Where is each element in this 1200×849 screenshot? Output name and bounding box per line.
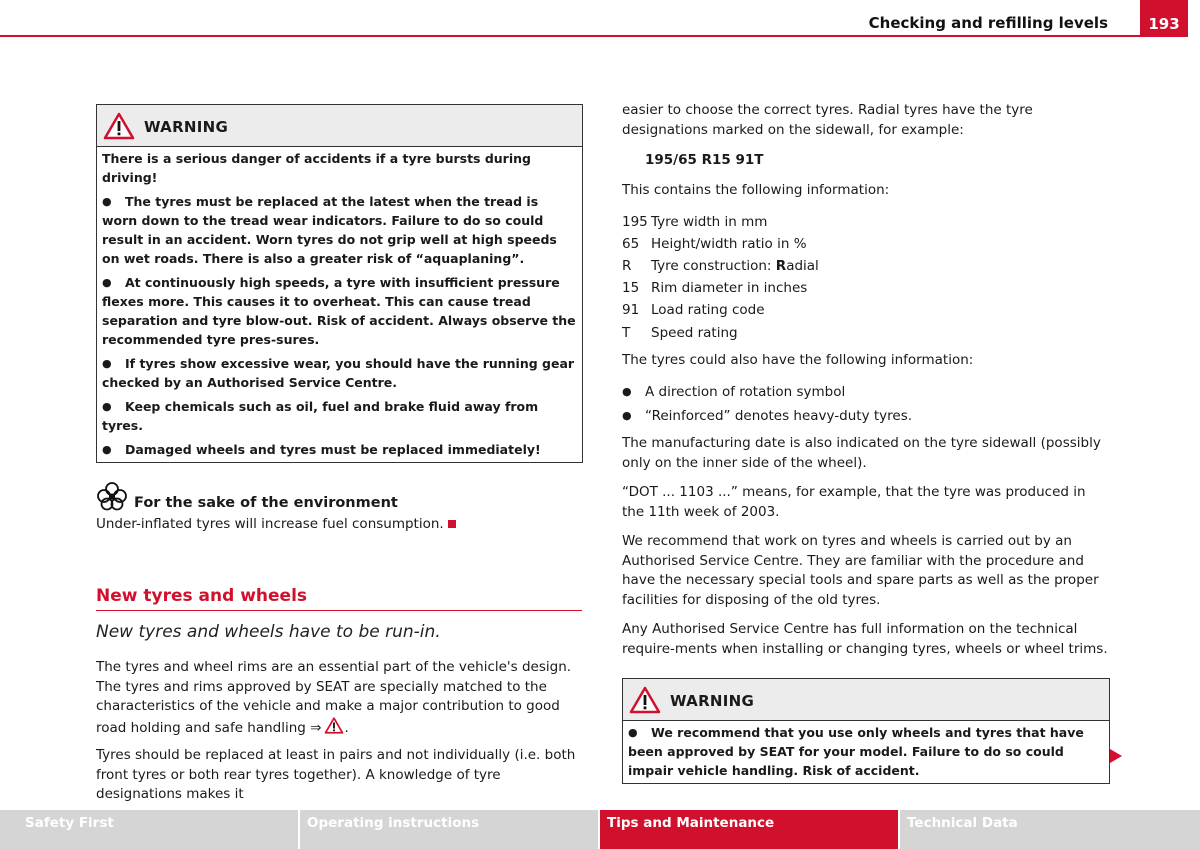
bullet-icon: ● <box>628 726 638 740</box>
warning-bullet: ● Damaged wheels and tyres must be replaced immediately! <box>102 442 541 457</box>
body-paragraph: The tyres and wheel rims are an essential part of the vehicle's design. The tyres and rims approved by SEAT are specially matched to the characteristics of the vehicle and make a major contribution to good road holding and safe handling ⇒ . <box>96 659 572 736</box>
tab-safety-first[interactable]: Safety First <box>0 810 298 849</box>
spec-row: R Tyre construction: Radial <box>622 257 819 274</box>
warning-triangle-icon <box>629 686 661 714</box>
page-header-title: Checking and refilling levels <box>868 14 1108 32</box>
list-item: ● “Reinforced” denotes heavy-duty tyres. <box>622 404 1109 428</box>
warning-intro: There is a serious danger of accidents if a tyre bursts during driving! <box>102 151 531 185</box>
environment-note <box>96 481 582 534</box>
continue-arrow-icon <box>1110 749 1122 763</box>
tab-operating-instructions[interactable]: Operating instructions <box>300 810 598 849</box>
left-column <box>96 104 582 805</box>
warning-body <box>97 147 582 462</box>
bullet-icon: ● <box>102 276 112 289</box>
footer-nav <box>0 810 1200 849</box>
body-paragraph: We recommend that work on tyres and wheels is carried out by an Authorised Service Centre. They are familiar with the procedure and have the necessary special tools and spare parts as well as the proper facilities for disposing of the old tyres. <box>622 533 1099 608</box>
body-paragraph: Any Authorised Service Centre has full information on the technical require-ments when installing or changing tyres, wheels or wheel trims. <box>622 621 1108 657</box>
section-title: New tyres and wheels <box>96 586 582 611</box>
body-paragraph: easier to choose the correct tyres. Radial tyres have the tyre designations marked on the sidewall, for example: <box>622 102 1033 138</box>
warning-bullet: ● At continuously high speeds, a tyre with insufficient pressure flexes more. This causes it to overheat. This can cause tread separation and tyre blow-out. Risk of accident. Always observe the recommended tyre pres-sures. <box>102 275 576 347</box>
page-number: 193 <box>1140 0 1188 37</box>
spec-row: 91 Load rating code <box>622 302 765 319</box>
bullet-icon: ● <box>102 400 112 413</box>
spec-row: 195 Tyre width in mm <box>622 213 768 230</box>
tab-tips-and-maintenance[interactable]: Tips and Maintenance <box>600 810 898 849</box>
header-rule <box>0 35 1140 37</box>
list-item: ● A direction of rotation symbol <box>622 380 1109 404</box>
environment-header <box>96 481 582 511</box>
bullet-icon: ● <box>102 195 112 208</box>
warning-triangle-icon <box>324 717 344 734</box>
warning-bullet: ● If tyres show excessive wear, you should have the running gear checked by an Authorised Service Centre. <box>102 356 575 390</box>
warning-box <box>622 678 1110 784</box>
tab-technical-data[interactable]: Technical Data <box>900 810 1200 849</box>
environment-title: For the sake of the environment <box>134 495 398 511</box>
warning-title: WARNING <box>670 691 755 710</box>
spec-row: 65 Height/width ratio in % <box>622 235 807 252</box>
warning-triangle-icon <box>103 112 135 140</box>
body-paragraph: This contains the following information: <box>622 182 890 198</box>
warning-bullet: ● We recommend that you use only wheels and tyres that have been approved by SEAT for your model. Failure to do so could impair vehicle handling. Risk of accident. <box>628 725 1084 779</box>
warning-bullet: ● The tyres must be replaced at the latest when the tread is worn down to the tread wear indicators. Failure to do so could result in an accident. Worn tyres do not grip well at high speeds on wet roads. There is also a greater risk of “aquaplaning”. <box>102 194 557 266</box>
environment-text: Under-inflated tyres will increase fuel consumption. <box>96 514 582 534</box>
warning-bullet: ● Keep chemicals such as oil, fuel and brake fluid away from tyres. <box>102 399 539 433</box>
tyre-spec-list <box>622 211 1109 344</box>
info-bullet-list <box>622 380 1109 428</box>
tyre-code-example: 195/65 R15 91T <box>645 152 764 168</box>
section-subtitle: New tyres and wheels have to be run-in. <box>96 622 441 642</box>
warning-header <box>623 679 1109 721</box>
warning-title: WARNING <box>144 117 229 136</box>
body-paragraph: Tyres should be replaced at least in pairs and not individually (i.e. both front tyres or both rear tyres together). A knowledge of tyre designations makes it <box>96 747 576 802</box>
right-column <box>622 101 1109 784</box>
spec-row: 15 Rim diameter in inches <box>622 280 808 297</box>
body-paragraph: The tyres could also have the following information: <box>622 351 974 368</box>
body-paragraph: “DOT ... 1103 ...” means, for example, that the tyre was produced in the 11th week of 2003. <box>622 484 1086 520</box>
spec-row: T Speed rating <box>622 324 738 341</box>
end-of-section-square <box>448 520 456 528</box>
body-paragraph: The manufacturing date is also indicated on the tyre sidewall (possibly only on the inner side of the wheel). <box>622 435 1101 471</box>
bullet-icon: ● <box>622 409 632 423</box>
flower-environment-icon <box>96 481 128 511</box>
warning-body <box>623 721 1109 783</box>
bullet-icon: ● <box>622 385 632 399</box>
bullet-icon: ● <box>102 443 112 456</box>
warning-box <box>96 104 583 463</box>
bullet-icon: ● <box>102 357 112 370</box>
warning-header <box>97 105 582 147</box>
